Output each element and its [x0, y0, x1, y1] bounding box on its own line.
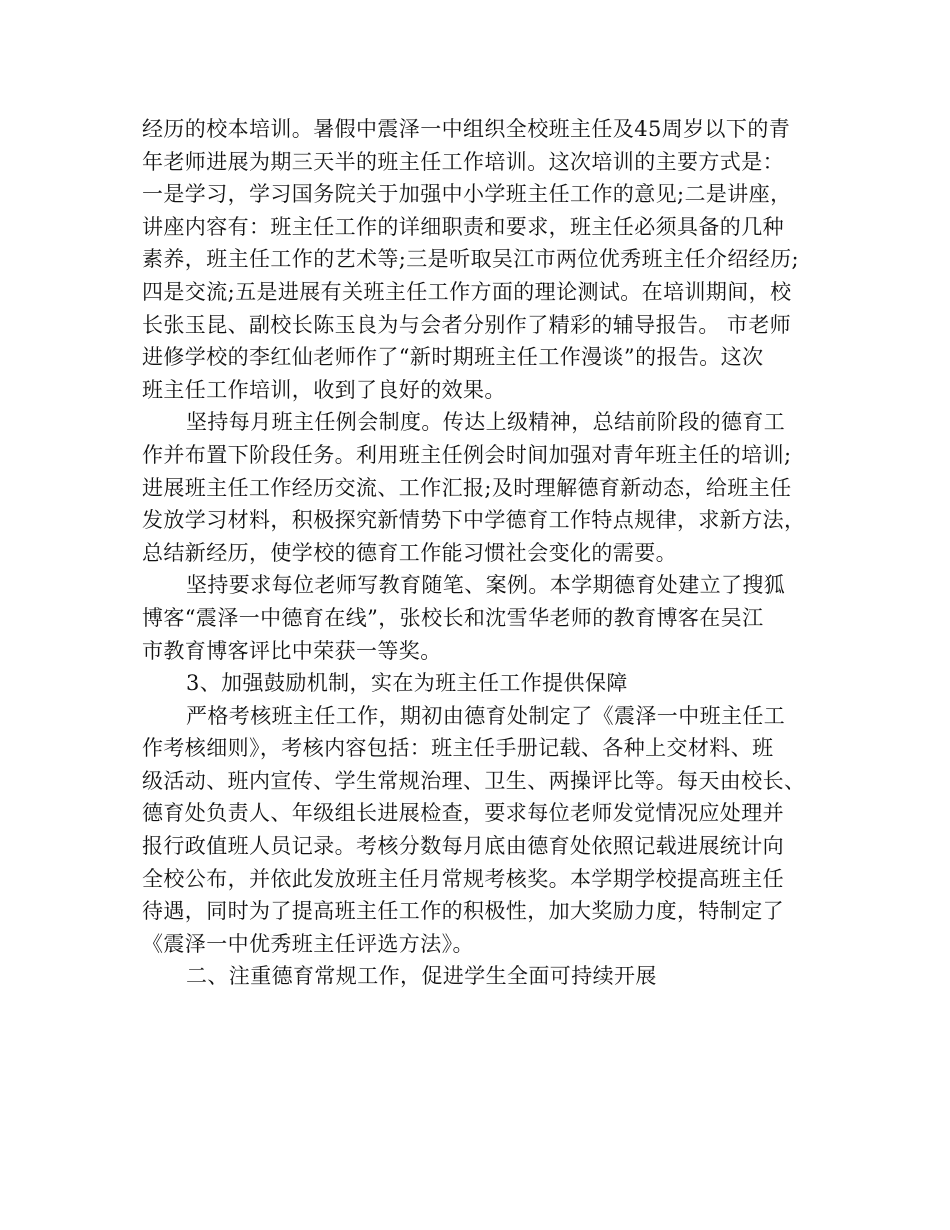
text-line: 讲座内容有：班主任工作的详细职责和要求，班主任必须具备的几种: [142, 214, 784, 239]
text-line: 一是学习，学习国务院关于加强中小学班主任工作的意见;二是讲座，: [142, 182, 792, 207]
text-line: 经历的校本培训。暑假中震泽一中组织全校班主任及45周岁以下的青: [142, 117, 791, 141]
text-line: 作并布置下阶段任务。利用班主任例会时间加强对青年班主任的培训;: [142, 442, 792, 467]
text-line: 报行政值班人员记录。考核分数每月底由德育处依照记载进展统计向: [142, 834, 784, 859]
text-line: 进修学校的李红仙老师作了“新时期班主任工作漫谈”的报告。这次: [142, 345, 764, 370]
text-line: 待遇，同时为了提高班主任工作的积极性，加大奖励力度，特制定了: [142, 899, 784, 924]
text-line: 四是交流;五是进展有关班主任工作方面的理论测试。在培训期间，校: [142, 279, 792, 304]
paragraph-start-line: 坚持要求每位老师写教育随笔、案例。本学期德育处建立了搜狐: [186, 573, 786, 598]
text-line: 发放学习材料，积极探究新情势下中学德育工作特点规律，求新方法，: [142, 508, 806, 533]
paragraph-start-line: 严格考核班主任工作，期初由德育处制定了《震泽一中班主任工: [186, 703, 786, 728]
text-line: 德育处负责人、年级组长进展检查，要求每位老师发觉情况应处理并: [142, 801, 784, 826]
text-line: 级活动、班内宣传、学生常规治理、卫生、两操评比等。每天由校长、: [142, 768, 806, 793]
text-line: 全校公布，并依此发放班主任月常规考核奖。本学期学校提高班主任: [142, 866, 784, 891]
text-line: 长张玉昆、副校长陈玉良为与会者分别作了精彩的辅导报告。 市老师: [142, 312, 792, 337]
section-heading: 二、注重德育常规工作，促进学生全面可持续开展: [186, 964, 657, 989]
text-line: 作考核细则》，考核内容包括：班主任手册记载、各种上交材料、班: [142, 736, 774, 761]
text-line: 《震泽一中优秀班主任评选方法》。: [142, 931, 474, 956]
text-line: 总结新经历，使学校的德育工作能习惯社会变化的需要。: [142, 540, 677, 565]
document-body: [142, 113, 822, 993]
text-line: 素养，班主任工作的艺术等;三是听取吴江市两位优秀班主任介绍经历;: [142, 247, 799, 272]
text-line: 年老师进展为期三天半的班主任工作培训。这次培训的主要方式是：: [142, 149, 784, 174]
text-line: 班主任工作培训，收到了良好的效果。: [142, 377, 506, 402]
text-line: 进展班主任工作经历交流、工作汇报;及时理解德育新动态，给班主任: [142, 475, 792, 500]
text-line: 博客“震泽一中德育在线”，张校长和沈雪华老师的教育博客在吴江: [142, 605, 764, 630]
text-line: 市教育博客评比中荣获一等奖。: [142, 638, 442, 663]
paragraph-start-line: 坚持每月班主任例会制度。传达上级精神，总结前阶段的德育工: [186, 410, 786, 435]
section-heading: 3、加强鼓励机制，实在为班主任工作提供保障: [186, 671, 628, 696]
